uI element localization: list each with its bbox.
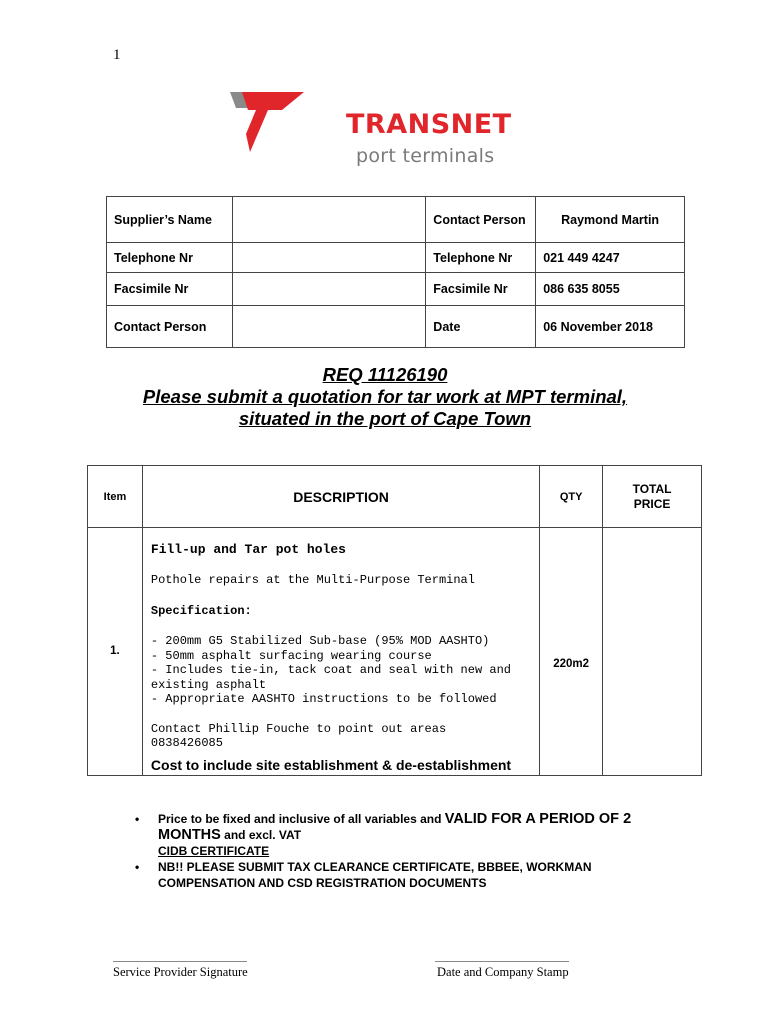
table-row bbox=[88, 528, 702, 776]
request-heading bbox=[60, 364, 710, 430]
transnet-logo-icon bbox=[228, 90, 304, 152]
spec-item: - 200mm G5 Stabilized Sub-base (95% MOD AASHTO) bbox=[150, 634, 490, 648]
documents-note: NB!! PLEASE SUBMIT TAX CLEARANCE CERTIFICATE, BBBEE, WORKMAN COMPENSATION AND CSD REGISTRATION DOCUMENTS bbox=[158, 860, 592, 890]
header-description: DESCRIPTION bbox=[142, 466, 539, 528]
bullet-icon: • bbox=[135, 812, 140, 826]
page-number: 1 bbox=[113, 47, 121, 63]
supplier-row bbox=[107, 243, 685, 273]
list-item bbox=[130, 843, 660, 859]
supplier-row bbox=[107, 306, 685, 348]
list-item bbox=[130, 811, 660, 843]
date-value: 06 November 2018 bbox=[536, 306, 685, 348]
facsimile-value: 086 635 8055 bbox=[536, 273, 685, 306]
item-qty: 220m2 bbox=[540, 528, 603, 776]
cost-note: Cost to include site establishment & de-establishment bbox=[150, 756, 512, 773]
telephone-label: Telephone Nr bbox=[107, 243, 233, 273]
item-table bbox=[87, 465, 702, 776]
spec-label: Specification: bbox=[150, 603, 252, 618]
signature-line bbox=[113, 961, 247, 962]
contact-phone: 0838426085 bbox=[150, 736, 223, 750]
telephone-value: 021 449 4247 bbox=[536, 243, 685, 273]
supplier-contact-field[interactable] bbox=[232, 306, 425, 348]
req-number: REQ 11126190 bbox=[322, 364, 448, 385]
validity-text: Price to be fixed and inclusive of all variables and bbox=[158, 812, 445, 826]
contact-line: Contact Phillip Fouche to point out areas bbox=[150, 721, 447, 736]
logo-wordmark: TRANSNET bbox=[346, 109, 512, 140]
signature-label: Service Provider Signature bbox=[113, 965, 248, 979]
item-table-header bbox=[88, 466, 702, 528]
supplier-row bbox=[107, 197, 685, 243]
header-item: Item bbox=[88, 466, 143, 528]
spec-list bbox=[151, 634, 531, 707]
facsimile-field[interactable] bbox=[232, 273, 425, 306]
facsimile-label: Facsimile Nr bbox=[107, 273, 233, 306]
logo-subtitle: port terminals bbox=[356, 145, 495, 167]
validity-period: VALID FOR A PERIOD OF 2 MONTHS bbox=[158, 811, 632, 843]
header-total: TOTAL bbox=[632, 481, 672, 496]
vat-text: and excl. VAT bbox=[220, 828, 302, 842]
item-summary: Pothole repairs at the Multi-Purpose Terminal bbox=[150, 573, 475, 587]
heading-line-3: situated in the port of Cape Town bbox=[238, 408, 532, 429]
supplier-table bbox=[106, 196, 685, 348]
conditions-list bbox=[130, 811, 660, 891]
spec-item: - Appropriate AASHTO instructions to be followed bbox=[150, 692, 497, 706]
item-number: 1. bbox=[88, 528, 143, 776]
supplier-row bbox=[107, 273, 685, 306]
date-label: Date bbox=[426, 306, 536, 348]
contact-person-label: Contact Person bbox=[426, 197, 536, 243]
contact-note bbox=[151, 722, 531, 751]
list-item bbox=[130, 859, 660, 891]
item-total-price[interactable] bbox=[603, 528, 702, 776]
bullet-icon: • bbox=[135, 860, 140, 874]
item-title: Fill-up and Tar pot holes bbox=[150, 542, 346, 557]
facsimile-label-2: Facsimile Nr bbox=[426, 273, 536, 306]
cidb-certificate: CIDB CERTIFICATE bbox=[158, 844, 270, 858]
heading-line-2: Please submit a quotation for tar work at MPT terminal, bbox=[142, 386, 628, 407]
supplier-name-field[interactable] bbox=[232, 197, 425, 243]
stamp-label: Date and Company Stamp bbox=[437, 965, 569, 979]
supplier-contact-label: Contact Person bbox=[107, 306, 233, 348]
header-qty: QTY bbox=[540, 466, 603, 528]
telephone-field[interactable] bbox=[232, 243, 425, 273]
stamp-line bbox=[435, 961, 569, 962]
spec-item: - Includes tie-in, tack coat and seal with new and existing asphalt bbox=[150, 663, 511, 692]
supplier-name-label: Supplier’s Name bbox=[107, 197, 233, 243]
header-total-price bbox=[603, 466, 702, 528]
contact-person-value: Raymond Martin bbox=[536, 197, 685, 243]
spec-item: - 50mm asphalt surfacing wearing course bbox=[150, 648, 432, 663]
header-price: PRICE bbox=[633, 496, 671, 511]
item-description bbox=[142, 528, 539, 776]
telephone-label-2: Telephone Nr bbox=[426, 243, 536, 273]
